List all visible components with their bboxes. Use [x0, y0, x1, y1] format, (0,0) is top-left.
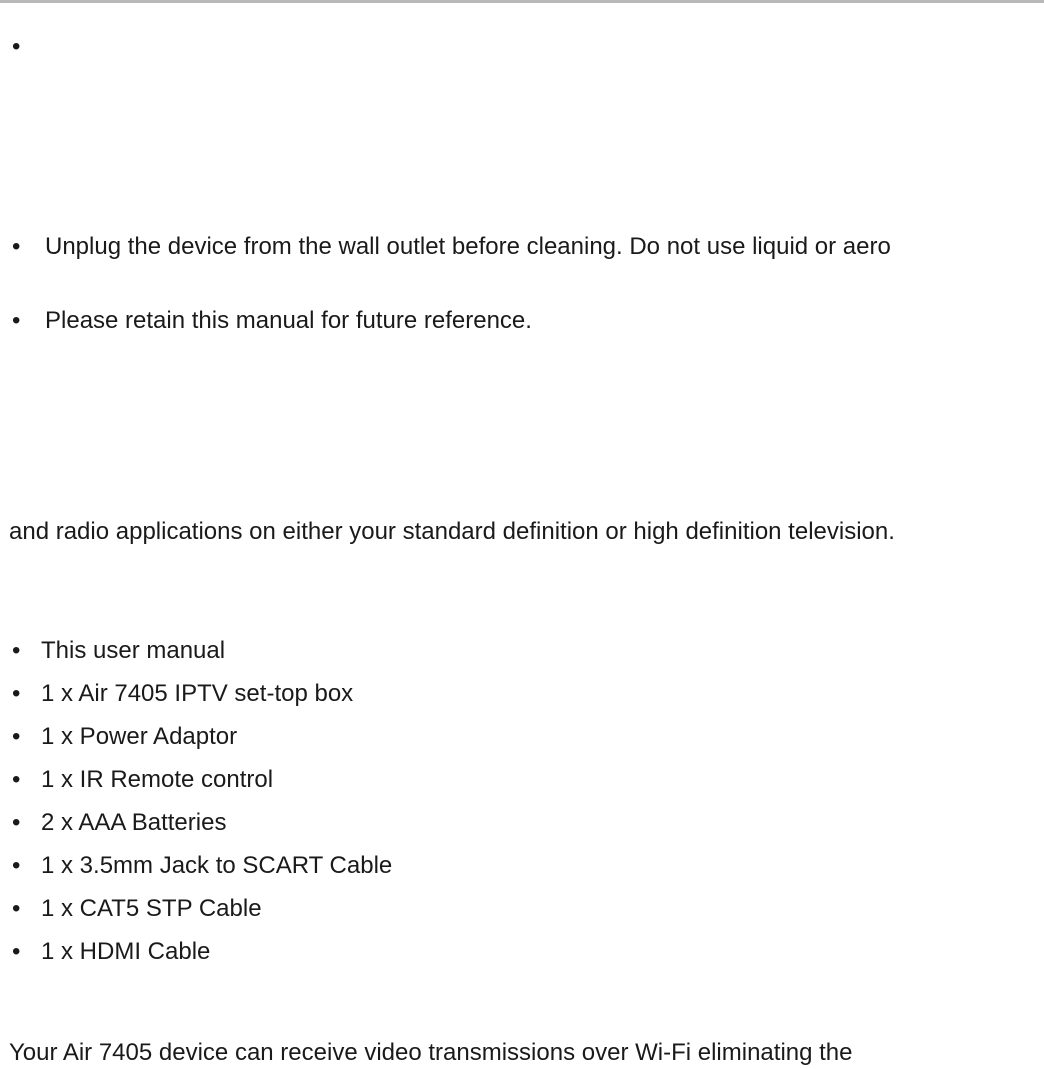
package-item-text: 2 x AAA Batteries	[41, 809, 227, 836]
package-item-text: 1 x 3.5mm Jack to SCART Cable	[41, 852, 393, 879]
package-item	[0, 851, 1044, 881]
intro-paragraph: and radio applications on either your standard definition or high definition television.	[9, 518, 895, 545]
package-item	[0, 937, 1044, 967]
bullet-icon: •	[12, 938, 21, 965]
top-divider	[0, 0, 1044, 3]
safety-item	[0, 306, 1044, 336]
package-item-text: This user manual	[41, 637, 226, 664]
bullet-icon: •	[12, 637, 21, 664]
package-item	[0, 765, 1044, 795]
package-item	[0, 722, 1044, 752]
bullet-icon: •	[12, 307, 21, 334]
package-item-text: 1 x HDMI Cable	[41, 938, 211, 965]
package-item	[0, 636, 1044, 666]
package-item	[0, 808, 1044, 838]
bullet-icon: •	[12, 766, 21, 793]
bullet-icon: •	[12, 895, 21, 922]
package-item-text: 1 x CAT5 STP Cable	[41, 895, 262, 922]
package-item-text: 1 x Power Adaptor	[41, 723, 238, 750]
safety-item	[0, 32, 1044, 62]
bullet-icon: •	[12, 809, 21, 836]
package-item-text: 1 x IR Remote control	[41, 766, 274, 793]
package-item	[0, 894, 1044, 924]
package-item	[0, 679, 1044, 709]
bullet-icon: •	[12, 33, 21, 60]
wifi-paragraph: Your Air 7405 device can receive video transmissions over Wi-Fi eliminating the	[9, 1039, 853, 1066]
bullet-icon: •	[12, 233, 21, 260]
bullet-icon: •	[12, 852, 21, 879]
bullet-icon: •	[12, 723, 21, 750]
package-item-text: 1 x Air 7405 IPTV set-top box	[41, 680, 354, 707]
safety-item-text: Please retain this manual for future reference.	[45, 307, 532, 334]
safety-item-text: Unplug the device from the wall outlet before cleaning. Do not use liquid or aero	[45, 233, 891, 260]
safety-item	[0, 232, 1044, 262]
bullet-icon: •	[12, 680, 21, 707]
